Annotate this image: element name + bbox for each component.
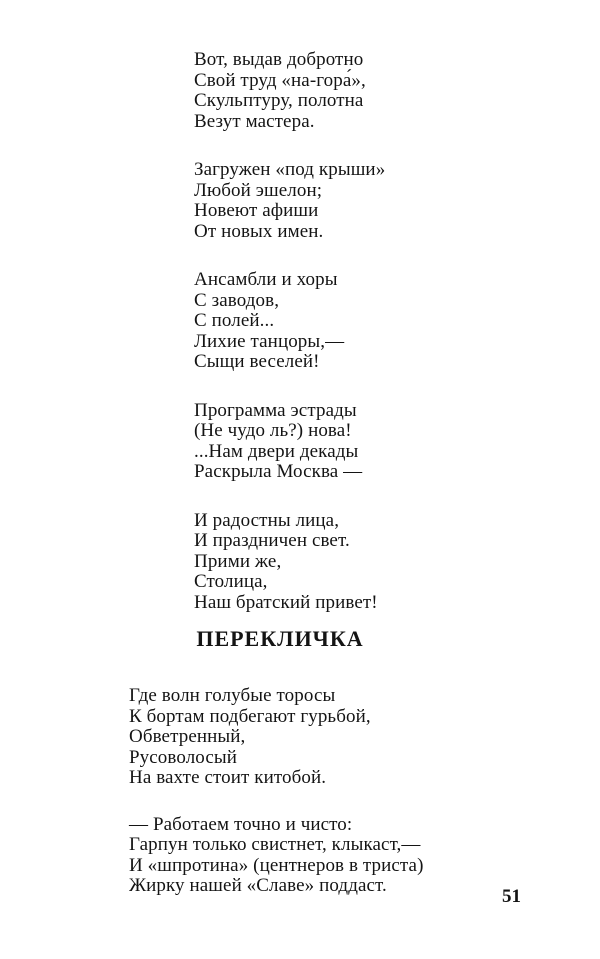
stanza [194,160,494,242]
verse-line: Жирку нашей «Славе» поддаст. [129,875,387,896]
verse-line: Сыщи веселей! [194,351,320,372]
verse-line: Свой труд «на-гора́», [194,69,366,91]
verse-line: Ансамбли и хоры [194,269,338,290]
poem-1 [194,50,494,641]
verse-line: Вот, выдав добротно [194,49,364,70]
stanza [129,686,509,789]
stanza [194,401,494,483]
verse-line: Наш братский привет! [194,591,378,613]
verse-line: Скульптуру, полотна [194,90,364,111]
verse-line: Раскрыла Москва — [194,461,363,482]
verse-line: Лихие танцоры,— [194,330,345,352]
verse-line: С полей... [194,310,275,331]
verse-line: С заводов, [194,289,280,311]
verse-line: Прими же, [194,550,282,572]
verse-line: Где волн голубые торосы [129,685,336,706]
verse-line: И праздничен свет. [194,530,350,551]
page-number: 51 [502,886,521,907]
poem-title: ПЕРЕКЛИЧКА [196,626,364,651]
poem-2 [129,686,509,923]
verse-line: — Работаем точно и чисто: [129,813,353,835]
verse-line: Любой эшелон; [194,179,323,201]
verse-line: Столица, [194,571,268,592]
verse-line: Программа эстрады [194,399,357,421]
verse-line: И «шпротина» (центнеров в триста) [129,854,424,876]
verse-line: ...Нам двери декады [194,440,359,462]
verse-line: Гарпун только свистнет, клыкаст,— [129,834,421,855]
stanza [194,50,494,132]
verse-line: И радостны лица, [194,509,340,531]
verse-line: Новеют афиши [194,200,319,221]
verse-line: Обветренный, [129,726,246,747]
verse-line: От новых имен. [194,220,324,242]
verse-line: Загружен «под крыши» [194,159,386,180]
verse-line: На вахте стоит китобой. [129,767,327,788]
stanza [194,511,494,614]
verse-line: К бортам подбегают гурьбой, [129,705,371,727]
verse-line: Везут мастера. [194,110,315,132]
verse-line: Русоволосый [129,746,238,768]
verse-line: (Не чудо ль?) нова! [194,420,352,441]
stanza [129,815,509,897]
stanza [194,270,494,373]
